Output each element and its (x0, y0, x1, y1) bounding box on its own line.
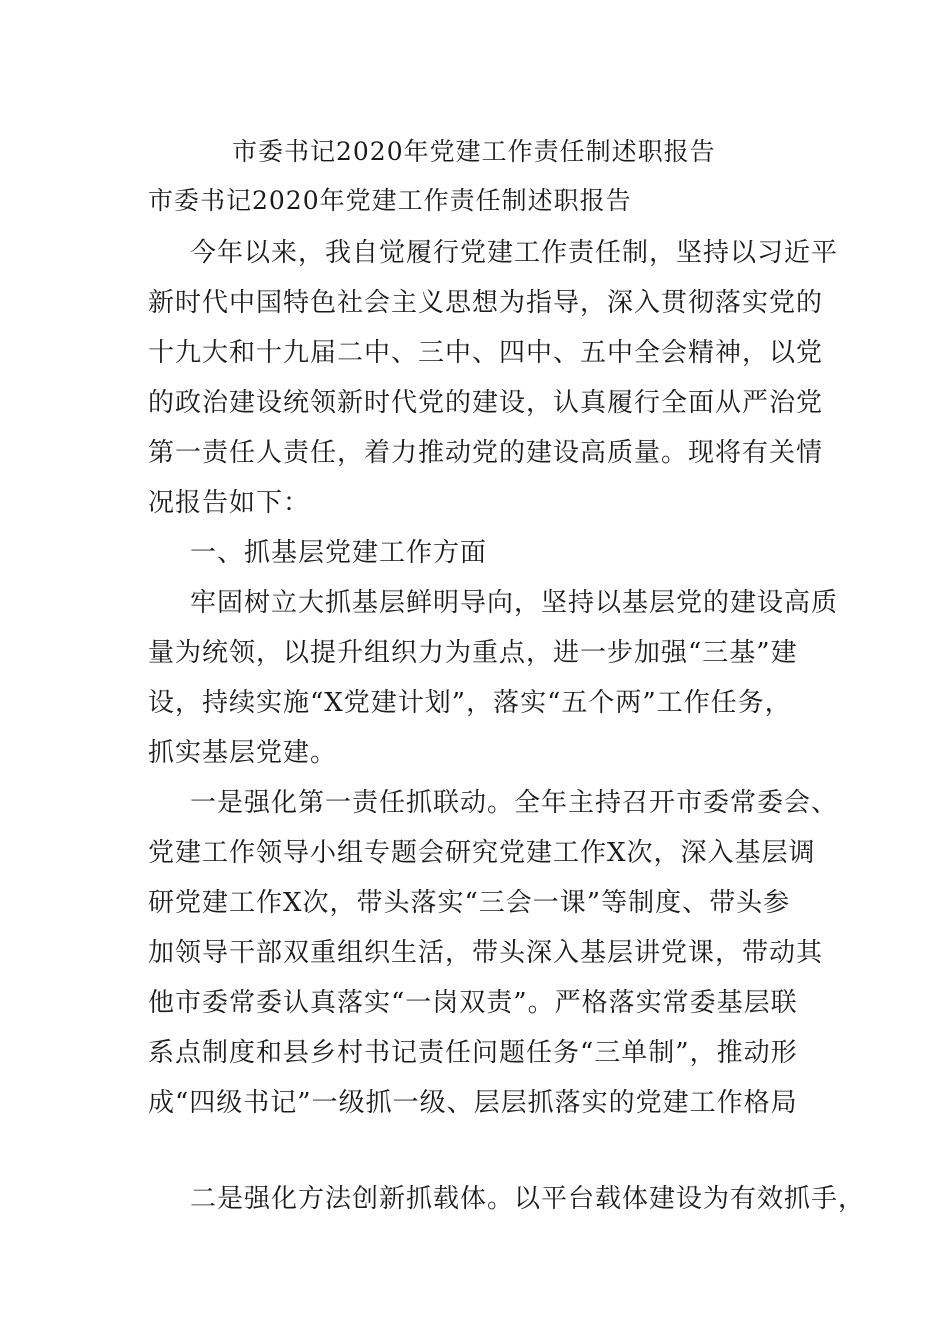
section-heading: 一、抓基层党建工作方面 (190, 538, 488, 568)
section-line-4: 抓实基层党建。 (148, 738, 338, 768)
point1-line-4: 加领导干部双重组织生活，带头深入基层讲党课，带动其 (148, 938, 824, 968)
intro-line-2: 新时代中国特色社会主义思想为指导，深入贯彻落实党的 (148, 288, 824, 318)
document-subtitle: 市委书记2020年党建工作责任制述职报告 (148, 186, 632, 215)
point2-line-1: 二是强化方法创新抓载体。以平台载体建设为有效抓手， (190, 1184, 866, 1214)
intro-line-4: 的政治建设统领新时代党的建设，认真履行全面从严治党 (148, 388, 824, 418)
section-line-2: 量为统领，以提升组织力为重点，进一步加强“三基”建 (148, 638, 798, 668)
point1-line-6: 系点制度和县乡村书记责任问题任务“三单制”，推动形 (148, 1038, 798, 1068)
point1-line-2: 党建工作领导小组专题会研究党建工作X次，深入基层调 (148, 838, 816, 868)
point1-line-1: 一是强化第一责任抓联动。全年主持召开市委常委会、 (190, 788, 839, 818)
intro-line-6: 况报告如下： (148, 488, 311, 518)
intro-line-5: 第一责任人责任，着力推动党的建设高质量。现将有关情 (148, 438, 824, 468)
intro-line-3: 十九大和十九届二中、三中、四中、五中全会精神，以党 (148, 338, 824, 368)
point1-line-7: 成“四级书记”一级抓一级、层层抓落实的党建工作格局 (148, 1088, 798, 1118)
section-line-1: 牢固树立大抓基层鲜明导向，坚持以基层党的建设高质 (190, 588, 839, 618)
point1-line-5: 他市委常委认真落实“一岗双责”。严格落实常委基层联 (148, 988, 798, 1018)
document-title: 市委书记2020年党建工作责任制述职报告 (232, 137, 716, 166)
point1-line-3: 研党建工作X次，带头落实“三会一课”等制度、带头参 (148, 888, 791, 918)
intro-line-1: 今年以来，我自觉履行党建工作责任制，坚持以习近平 (190, 238, 839, 268)
section-line-3: 设，持续实施“X党建计划”，落实“五个两”工作任务， (148, 688, 792, 718)
